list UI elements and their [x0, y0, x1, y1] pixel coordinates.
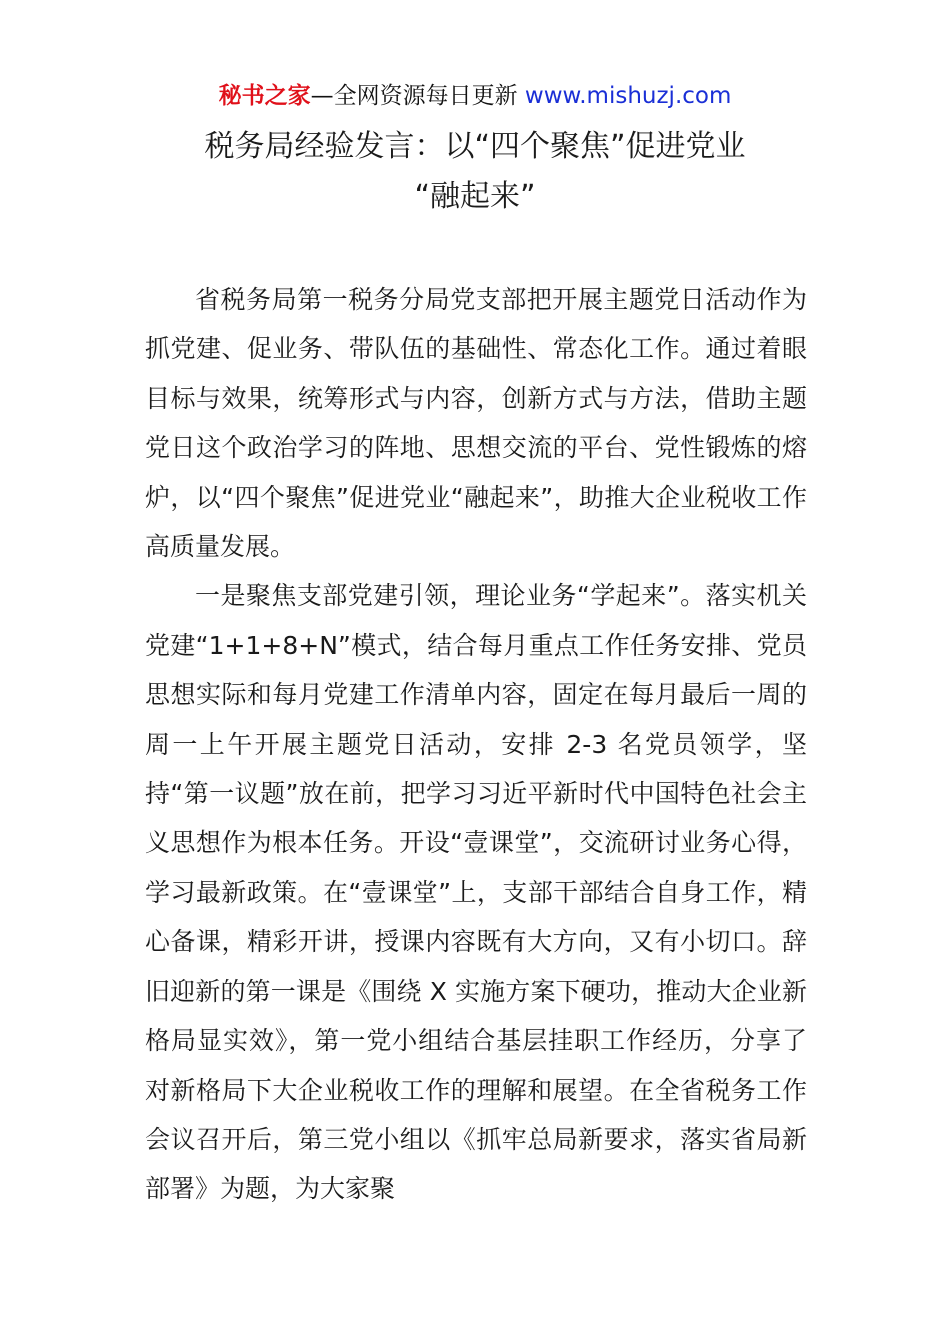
site-url-link[interactable]: www.mishuzj.com	[524, 83, 732, 109]
paragraph-intro: 省税务局第一税务分局党支部把开展主题党日活动作为抓党建、促业务、带队伍的基础性、常态化工作。通过着眼目标与效果，统筹形式与内容，创新方式与方法，借助主题党日这个政治学习的阵地、思想交流的平台、党性锻炼的熔炉，以“四个聚焦”促进党业“融起来”，助推大企业税收工作高质量发展。	[145, 285, 807, 562]
title-line-1: 税务局经验发言：以“四个聚焦”促进党业	[204, 129, 746, 164]
header-tagline: —全网资源每日更新	[310, 83, 518, 109]
paragraph-point-one: 一是聚焦支部党建引领，理论业务“学起来”。落实机关党建“1+1+8+N”模式，结合每月重点工作任务安排、党员思想实际和每月党建工作清单内容，固定在每月最后一周的周一上午开展主题党日活动，安排 2-3 名党员领学，坚持“第一议题”放在前，把学习习近平新时代中国特色社会主义思想作为根本任务。开设“壹课堂”，交流研讨业务心得，学习最新政策。在“壹课堂”上，支部干部结合自身工作，精心备课，精彩开讲，授课内容既有大方向，又有小切口。辞旧迎新的第一课是《围绕 X 实施方案下硬功，推动大企业新格局显实效》，第一党小组结合基层挂职工作经历，分享了对新格局下大企业税收工作的理解和展望。在全省税务工作会议召开后，第三党小组以《抓牢总局新要求，落实省局新部署》为题，为大家聚	[145, 581, 807, 1204]
document-body	[145, 275, 807, 1214]
document-title	[0, 127, 950, 217]
title-line-2: “融起来”	[414, 179, 536, 214]
brand-name: 秘书之家	[218, 83, 311, 109]
site-header	[0, 80, 950, 112]
